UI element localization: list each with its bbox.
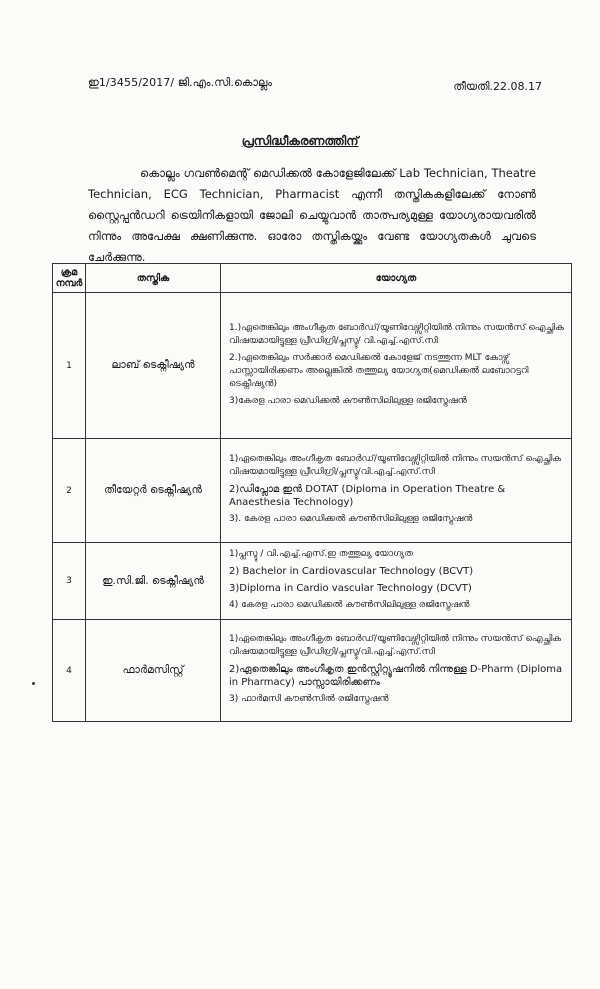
table-row <box>53 620 572 722</box>
qualification-item: 2) Bachelor in Cardiovascular Technology (BCVT) <box>229 566 474 577</box>
qualification-item: 2)ഡിപ്ലോമ ഇൻ DOTAT (Diploma in Operation Theatre & Anaesthesia Technology) <box>229 484 506 508</box>
qualification-table <box>52 263 572 722</box>
qualification-item: 1)പ്ലസ്ടു / വി.എച്ച്.എസ്.ഇ തത്തുല്യ യോഗ്യത <box>229 549 413 559</box>
header-qualification: യോഗ്യത <box>221 264 572 293</box>
table-row <box>53 293 572 439</box>
row-qualifications <box>221 439 572 543</box>
table-row <box>53 439 572 543</box>
document-date: തീയതി.22.08.17 <box>453 80 542 93</box>
row-qualifications <box>221 620 572 722</box>
qualification-item: 1)ഏതെങ്കിലും അംഗീകൃത ബോർഡ്/യൂണിവേഴ്സിറ്റിയിൽ നിന്നും സയൻസ് ഐച്ഛിക വിഷയമായിട്ടുള്ള പ്രീഡിഗ്രി/പ്ലസ്ടു/വി.എച്ച്.എസ്.സി <box>229 634 561 657</box>
qualification-item: 2.)ഏതെങ്കിലും സർക്കാർ മെഡിക്കൽ കോളേജ് നടത്തുന്ന MLT കോഴ്സ് പാസ്സായിരിക്കണം അല്ലെങ്കിൽ തത്തുല്യ യോഗ്യത(മെഡിക്കൽ ലബോറട്ടറി ടെക്നീഷ്യൻ) <box>229 352 529 389</box>
table-row <box>53 543 572 620</box>
qualification-item: 1)ഏതെങ്കിലും അംഗീകൃത ബോർഡ്/യൂണിവേഴ്സിറ്റിയിൽ നിന്നും സയൻസ് ഐച്ഛിക വിഷയമായിട്ടുള്ള പ്രീഡിഗ്രി/പ്ലസ്ടു/വി.എച്ച്.എസ്.സി <box>229 454 561 477</box>
header-serial-no: ക്രമ നമ്പർ <box>53 264 86 293</box>
qualification-item: 4) കേരള പാരാ മെഡിക്കൽ കൗൺസിലിലുള്ള രജിസ്ട്രേഷൻ <box>229 600 470 610</box>
row-serial-no: 3 <box>53 543 86 620</box>
row-serial-no: 2 <box>53 439 86 543</box>
margin-mark <box>32 682 35 685</box>
header-post: തസ്തിക <box>86 264 221 293</box>
row-post: ഇ.സി.ജി. ടെക്നീഷ്യൻ <box>86 543 221 620</box>
qualification-item: 1.)ഏതെങ്കിലും അംഗീകൃത ബോർഡ്/യൂണിവേഴ്സിറ്റിയിൽ നിന്നും സയൻസ് ഐച്ഛിക വിഷയമായിട്ടുള്ള പ്രീഡിഗ്രി/പ്ലസ്ടു/ വി.എച്ച്.എസ്.സി <box>229 322 564 346</box>
qualification-item: 3)കേരള പാരാ മെഡിക്കൽ കൗൺസിലിലുള്ള രജിസ്ട്രേഷൻ <box>229 395 467 406</box>
row-post: ലാബ് ടെക്നീഷ്യൻ <box>86 293 221 439</box>
qualification-item: 3)Diploma in Cardio vascular Technology (DCVT) <box>229 583 472 594</box>
intro-paragraph: കൊല്ലം ഗവൺമെന്റ് മെഡിക്കൽ കോളേജിലേക്ക് Lab Technician, Theatre Technician, ECG Technician, Pharmacist എന്നീ തസ്തികകളിലേക്ക് നോൺ സ്റ്റൈപ്പൻഡറി ട്രെയിനികളായി ജോലി ചെയ്യുവാൻ താത്പര്യമുള്ള യോഗ്യരായവരിൽ നിന്നും അപേക്ഷ ക്ഷണിക്കുന്നു. ഓരോ തസ്തികയ്ക്കും വേണ്ട യോഗ്യതകൾ ചുവടെ ചേർക്കുന്നു. <box>88 166 536 264</box>
row-post: തീയേറ്റർ ടെക്നീഷ്യൻ <box>86 439 221 543</box>
row-post: ഫാർമസിസ്റ്റ് <box>86 620 221 722</box>
qualification-item: 3). കേരള പാരാ മെഡിക്കൽ കൗൺസിലിലുള്ള രജിസ്ട്രേഷൻ <box>229 514 473 524</box>
document-title: പ്രസിദ്ധീകരണത്തിന് <box>241 134 359 148</box>
row-serial-no: 1 <box>53 293 86 439</box>
row-qualifications <box>221 293 572 439</box>
reference-number: ഇ1/3455/2017/ ജി.എം.സി.കൊല്ലം <box>88 76 273 89</box>
qualification-item: 3) ഫാർമസി കൗൺസിൽ രജിസ്ട്രേഷൻ <box>229 694 389 704</box>
row-serial-no: 4 <box>53 620 86 722</box>
table-header-row <box>53 264 572 293</box>
row-qualifications <box>221 543 572 620</box>
qualification-item: 2)ഏതെങ്കിലും അംഗീകൃത ഇൻസ്റ്റിറ്റ്യൂഷനിൽ നിന്നുള്ള D-Pharm (Diploma in Pharmacy) പാസ്സായിരിക്കണം <box>229 664 563 688</box>
